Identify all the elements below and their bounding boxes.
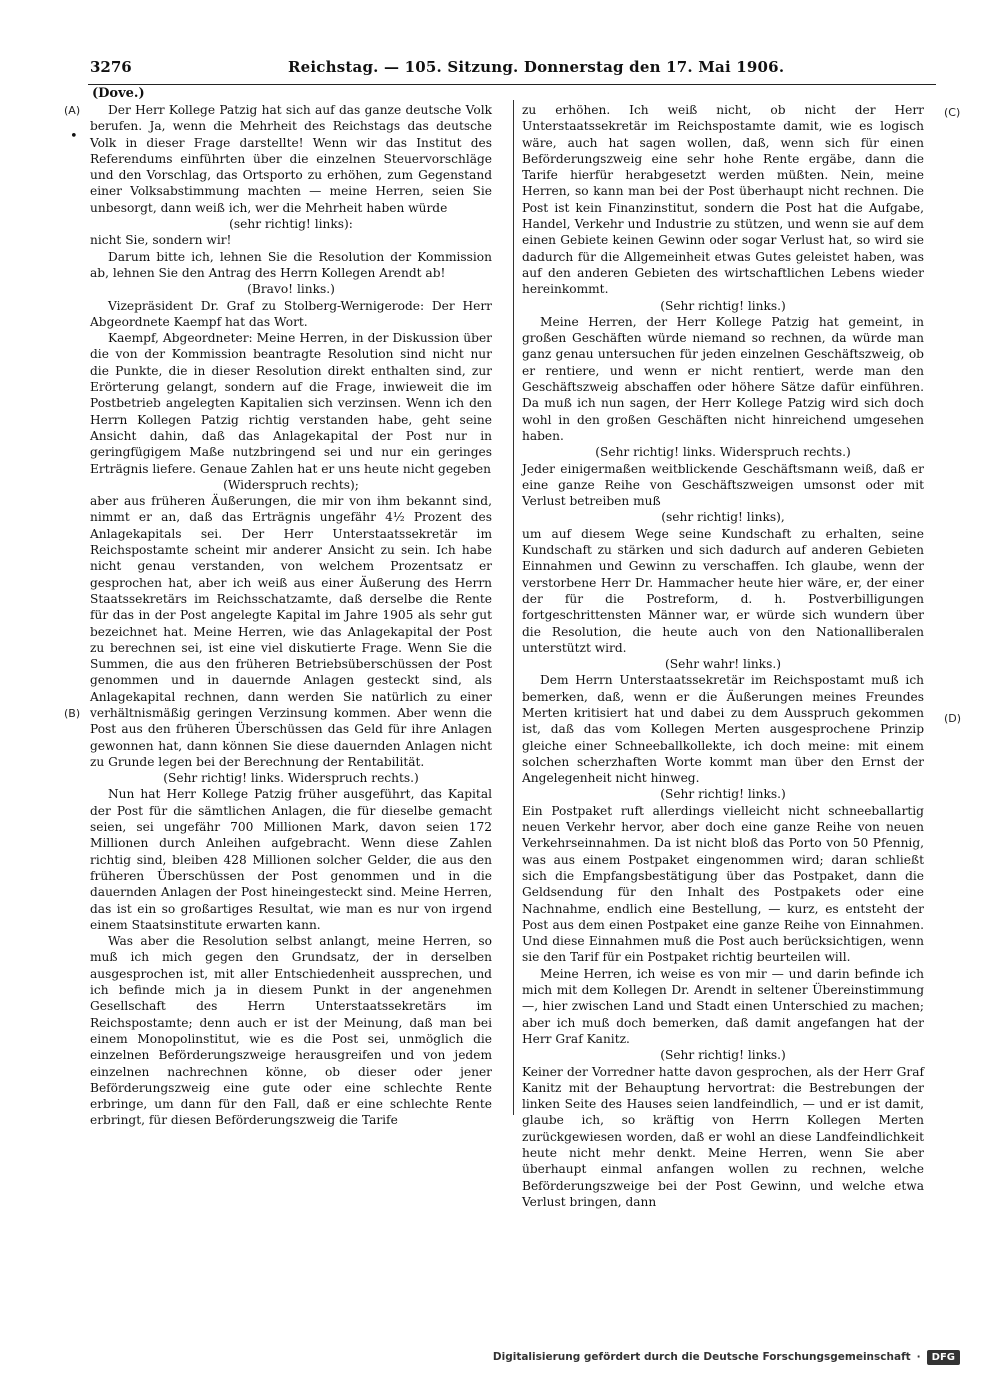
interjection: (Sehr richtig! links. Widerspruch rechts.) bbox=[595, 445, 851, 460]
header-rule bbox=[88, 84, 936, 85]
interjection: (Sehr richtig! links. Widerspruch rechts.) bbox=[163, 771, 419, 786]
interjection: (Sehr wahr! links.) bbox=[665, 657, 781, 672]
paragraph: Jeder einigermaßen weitblickende Geschäftsmann weiß, daß er eine ganze Reihe von Geschäftszweigen umsonst oder mit Verlust betreiben muß bbox=[522, 461, 924, 509]
paragraph: Dem Herrn Unterstaatssekretär im Reichspostamt muß ich bemerken, daß, wenn er die Äußerungen meines Freundes Merten kritisiert hat und dabei zu dem Ausspruch gekommen ist, daß das vom Kollegen Merten ausgesprochene Prinzip gleiche einer Schneeballkollekte, ich doch meine: mit einem solchen scherzhaften Worte kommt man über den Ernst der Angelegenheit nicht hinweg. bbox=[522, 673, 924, 786]
paragraph: nicht Sie, sondern wir! bbox=[90, 233, 232, 248]
paragraph: Meine Herren, der Herr Kollege Patzig hat gemeint, in großen Geschäften würde niemand so rechnen, da würde man ganz genau untersuchen für jeden einzelnen Geschäftszweig, ob er rentiere, und wenn er nicht rentiert, werde man den Geschäftszweig abschaffen oder höhere Sätze dafür einführen. Da muß ich nun sagen, der Herr Kollege Patzig wird sich doch wohl in den großen Geschäften nicht hinreichend umgesehen haben. bbox=[522, 314, 924, 443]
margin-mark-c: (C) bbox=[944, 106, 961, 119]
paragraph: Keiner der Vorredner hatte davon gesprochen, als der Herr Graf Kanitz mit der Behauptung hervortrat: die Bestrebungen der linken Seite des Hauses seien landfeindlich, — und er ist damit, glaube ich, so kräftig von Herrn Kollegen Merten zurückgewiesen worden, daß er wohl an diese Landfeindlichkeit heute nicht mehr denkt. Meine Herren, wenn Sie aber überhaupt einmal anfangen wollen zu rechnen, welche Beförderungszweige bei der Post Gewinn, und welche etwa Verlust bringen, dann bbox=[522, 1064, 924, 1209]
right-column bbox=[522, 102, 924, 1210]
paragraph: Nun hat Herr Kollege Patzig früher ausgeführt, das Kapital der Post für die sämtlichen Anlagen, die für dieselbe gemacht seien, sei ungefähr 700 Millionen Mark, davon seien 172 Millionen durch Anleihen aufgebracht. Wenn diese Zahlen richtig sind, bleiben 428 Millionen solcher Gelder, die aus den früheren Überschüssen der Post genommen und in die dauernden Anlagen der Post hineingesteckt sind. Meine Herren, das ist ein so großartiges Resultat, wie man es nur von irgend einem Staatsinstitute erwarten kann. bbox=[90, 787, 492, 932]
interjection: (Bravo! links.) bbox=[247, 282, 335, 297]
bullet-mark: • bbox=[70, 129, 78, 144]
interjection: (Widerspruch rechts); bbox=[223, 477, 359, 492]
paragraph: Darum bitte ich, lehnen Sie die Resolution der Kommission ab, lehnen Sie den Antrag des Herrn Kollegen Arendt ab! bbox=[90, 249, 492, 280]
margin-mark-a: (A) bbox=[64, 104, 81, 117]
column-divider bbox=[513, 100, 514, 1115]
interjection: (Sehr richtig! links.) bbox=[660, 787, 786, 802]
page-header bbox=[88, 58, 936, 82]
margin-mark-b: (B) bbox=[64, 707, 81, 720]
page-title: Reichstag. — 105. Sitzung. Donnerstag den 17. Mai 1906. bbox=[288, 58, 785, 76]
speaker-tag: (Dove.) bbox=[92, 86, 145, 101]
interjection: (sehr richtig! links): bbox=[229, 217, 353, 232]
dfg-logo: DFG bbox=[927, 1350, 960, 1365]
interjection: (Sehr richtig! links.) bbox=[660, 1048, 786, 1063]
paragraph: zu erhöhen. Ich weiß nicht, ob nicht der Herr Unterstaatssekretär im Reichspostamte damit, wie es logisch wäre, auch hat sagen wollen, daß, wenn sich für einen Beförderungszweig eine sehr hohe Rente ergäbe, dann die Tarife hierfür herabgesetzt werden müßten. Nein, meine Herren, so kann man bei der Post überhaupt nicht rechnen. Die Post ist kein Finanzinstitut, sondern die Post hat die Aufgabe, Handel, Verkehr und Industrie zu stützen, und wenn sie auf dem einen Gebiete keinen Gewinn oder sogar Verlust hat, so wird sie dadurch für die Allgemeinheit etwas Gutes geleistet haben, was auf den anderen Gebieten des wirtschaftlichen Lebens wieder hereinkommt. bbox=[522, 103, 924, 297]
paragraph: Vizepräsident Dr. Graf zu Stolberg-Wernigerode: Der Herr Abgeordnete Kaempf hat das Wort. bbox=[90, 298, 492, 329]
paragraph: Kaempf, Abgeordneter: Meine Herren, in der Diskussion über die von der Kommission beantragte Resolution sind nicht nur die Punkte, die in dieser Resolution direkt enthalten sind, zur Erörterung gelangt, sondern auf die Frage, inwieweit die im Postbetrieb angelegten Kapitalien sich verzinsen. Wenn ich den Herrn Kollegen Patzig richtig verstanden habe, geht seine Ansicht dahin, daß das Anlagekapital der Post nur in geringfügigem Maße nutzbringend sei und nur ein geringes Erträgnis liefere. Genaue Zahlen hat er uns heute nicht gegeben bbox=[90, 331, 492, 476]
footer-text: Digitalisierung gefördert durch die Deutsche Forschungsgemeinschaft bbox=[492, 1351, 911, 1363]
paragraph: um auf diesem Wege seine Kundschaft zu erhalten, seine Kundschaft zu stärken und sich dadurch auf anderen Gebieten Einnahmen und Gewinn zu verschaffen. Ich glaube, wenn der verstorbene Herr Dr. Hammacher heute hier wäre, er, der einer der für die Postreform, d. h. Postverbilligungen fortgeschrittensten Männer war, er würde sich wundern über die Resolution, die heute auch von den Nationalliberalen unterstützt wird. bbox=[522, 526, 924, 655]
paragraph: Was aber die Resolution selbst anlangt, meine Herren, so muß ich mich gegen den Grundsatz, der in derselben ausgesprochen ist, mit aller Entschiedenheit aussprechen, und ich befinde mich ja in diesem Punkt in der angenehmen Gesellschaft des Herrn Unterstaatssekretärs im Reichspostamte; denn auch er ist der Meinung, daß man bei einem Monopolinstitut, wie es die Post sei, unmöglich die einzelnen Beförderungszweige herausgreifen und von jedem einzelnen nachrechnen könne, ob dieser oder jener Beförderungszweig eine gute oder eine schlechte Rente erbringe, um dann für den Fall, daß er eine schlechte Rente erbringt, für diesen Beförderungszweig die Tarife bbox=[90, 934, 492, 1128]
paragraph: aber aus früheren Äußerungen, die mir von ihm bekannt sind, nimmt er an, daß das Erträgnis ungefähr 4½ Prozent des Anlagekapitals sei. Der Herr Unterstaatssekretär im Reichspostamte scheint mir anderer Ansicht zu sein. Ich habe nicht genau verstanden, von welchem Prozentsatz er gesprochen hat, aber ich weiß aus einer Äußerung des Herrn Staatssekretärs im Reichsschatzamte, daß derselbe die Rente für das in der Post angelegte Kapital im Jahre 1905 als sehr gut bezeichnet hat. Meine Herren, wie das Anlagekapital der Post zu berechnen sei, ist eine viel diskutierte Frage. Wenn Sie die Summen, die aus den früheren Betriebsüberschüssen der Post genommen und in dauernde Anlagen gesteckt sind, als Anlagekapital rechnen, dann werden Sie natürlich zu einer verhältnismäßig geringen Verzinsung kommen. Aber wenn die Post aus den früheren Überschüssen das Geld für ihre Anlagen gewonnen hat, dann können Sie diese dauernden Anlagen nicht zu Grunde legen bei der Berechnung der Rentabilität. bbox=[90, 494, 492, 769]
paragraph: Meine Herren, ich weise es von mir — und darin befinde ich mich mit dem Kollegen Dr. Arendt in seltener Übereinstimmung —, hier zwischen Land und Stadt einen Unterschied zu machen; aber ich muß doch bemerken, daß damit angefangen hat der Herr Graf Kanitz. bbox=[522, 966, 924, 1046]
interjection: (Sehr richtig! links.) bbox=[660, 298, 786, 313]
page-number: 3276 bbox=[90, 58, 132, 76]
margin-mark-d: (D) bbox=[944, 712, 962, 725]
footer-credit: Digitalisierung gefördert durch die Deutsche Forschungsgemeinschaft · DFG bbox=[493, 1346, 960, 1368]
interjection: (sehr richtig! links), bbox=[661, 510, 785, 525]
paragraph: Ein Postpaket ruft allerdings vielleicht nicht schneeballartig neuen Verkehr hervor, aber doch eine ganze Reihe von neuen Verkehrseinnahmen. Da ist nicht bloß das Porto von 50 Pfennig, was aus einem Postpaket eingenommen wird; daran schließt sich die Empfangsbestätigung über das Postpaket, dann die Geldsendung für den Inhalt des Postpakets oder eine Nachnahme, endlich eine Bestellung, — kurz, es entsteht der Post aus dem einen Postpaket eine ganze Reihe von Einnahmen. Und diese Einnahmen muß die Post auch berücksichtigen, wenn sie den Tarif für ein Postpaket richtig beurteilen will. bbox=[522, 803, 924, 965]
paragraph: Der Herr Kollege Patzig hat sich auf das ganze deutsche Volk berufen. Ja, wenn die Mehrheit des Reichstags das deutsche Volk in dieser Frage darstellte! Wenn wir das Institut des Referendums einführten über die einzelnen Steuervorschläge und den Vorschlag, das Ortsporto zu erhöhen, zum Gegenstand einer Volksabstimmung machten — meine Herren, seien Sie unbesorgt, dann weiß ich, wer die Mehrheit haben würde bbox=[90, 103, 492, 215]
left-column bbox=[90, 102, 492, 1129]
